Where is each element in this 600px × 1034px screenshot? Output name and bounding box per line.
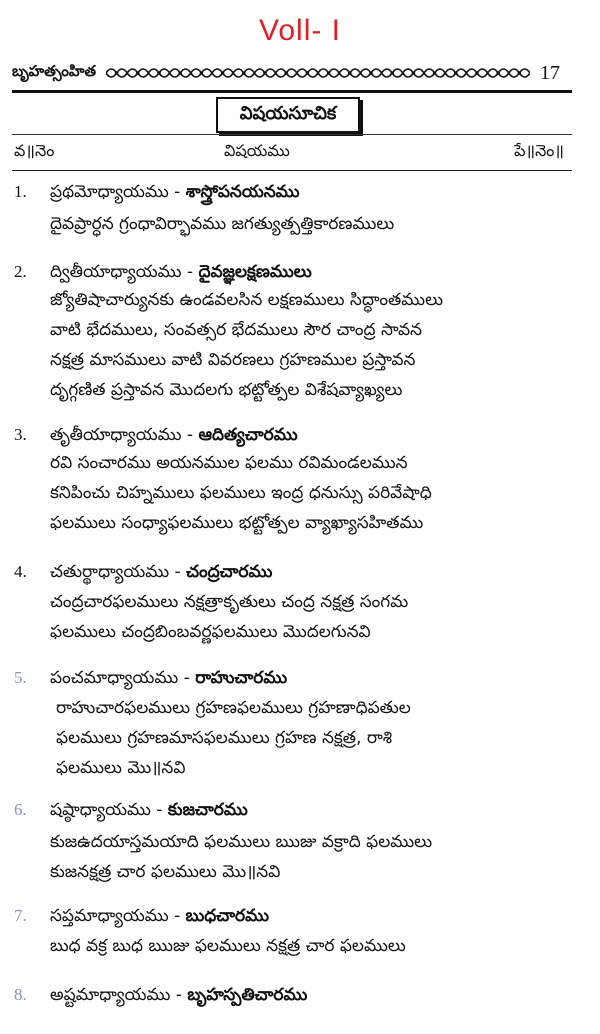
entry-heading <box>50 668 287 692</box>
entry-number: 2. <box>14 262 27 281</box>
chapter-title: ఆదిత్యచారము <box>198 425 298 445</box>
column-header-subject: విషయము <box>224 141 290 160</box>
entry-number: 7. <box>14 906 27 925</box>
entry-heading <box>50 425 298 449</box>
chapter-title: దైవజ్ఞలక్షణములు <box>198 262 312 282</box>
chapter-title: బృహస్పతిచారము <box>187 985 308 1005</box>
section-title: విషయసూచిక <box>216 97 360 133</box>
heading-dash: - <box>181 425 199 445</box>
heading-dash: - <box>150 800 168 820</box>
adhyaya-name: చతుర్థాధ్యాయము <box>50 562 170 582</box>
column-headers <box>14 141 570 165</box>
entry-description-line: చంద్రచారఫలములు నక్షత్రాకృతులు చంద్ర నక్షత్ర సంగమ <box>50 592 409 612</box>
entry-description-line: కనిపించు చిహ్నములు ఫలములు ఇంద్ర ధనుస్సు పరివేషాధి <box>50 483 432 503</box>
chapter-title: కుజచారము <box>167 800 248 820</box>
entry-description-line: ఫలములు చంద్రబింబవర్ణఫలములు మొదలగునవి <box>50 622 371 642</box>
adhyaya-name: తృతీయాధ్యాయము <box>50 425 182 445</box>
entry-description-line: కుజఉదయాస్తమయాది ఫలములు ఋజు వక్రాది ఫలములు <box>50 832 433 852</box>
decorative-border-ornament <box>106 64 530 82</box>
heading-dash: - <box>178 668 196 688</box>
chapter-title: చంద్రచారము <box>186 562 273 582</box>
running-header <box>12 60 560 86</box>
entry-number: 6. <box>14 800 27 819</box>
adhyaya-name: ద్వితీయాధ్యాయము <box>50 262 182 282</box>
header-rule <box>12 90 572 93</box>
entry-description-line: దైవప్రార్ధన గ్రంధావిర్భావము జగత్యుత్పత్తికారణములు <box>50 214 395 234</box>
book-title: బృహత్సంహిత <box>12 62 97 80</box>
entry-description-line: రవి సంచారము అయనముల ఫలము రవిమండలమున <box>50 453 408 473</box>
column-header-number: వ॥నెం <box>14 141 55 160</box>
entry-heading <box>50 906 269 930</box>
adhyaya-name: ప్రథమోధ్యాయము <box>50 182 169 202</box>
heading-dash: - <box>168 906 186 926</box>
column-header-page: పే॥నెం॥ <box>514 141 564 160</box>
entry-description-line: బుధ వక్ర బుధ ఋజు ఫలములు నక్షత్ర చార ఫలములు <box>50 936 406 956</box>
entry-number: 5. <box>14 668 27 687</box>
entry-number: 4. <box>14 562 27 581</box>
heading-dash: - <box>181 262 199 282</box>
chapter-title: రాహుచారము <box>195 668 288 688</box>
entry-description-line: ఫలములు గ్రహణమాసఫలములు గ్రహణ నక్షత్ర, రాశి <box>56 728 393 748</box>
entry-description-line: రాహుచారఫలములు గ్రహణఫలములు గ్రహణాధిపతుల <box>56 698 411 718</box>
entry-description-line: దృగ్గణిత ప్రస్తావన మొదలగు భట్టోత్పల విశేషవ్యాఖ్యలు <box>50 380 403 400</box>
entry-heading <box>50 800 248 824</box>
entry-number: 3. <box>14 425 27 444</box>
entry-description-line: కుజనక్షత్ర చార ఫలములు మొ॥నవి <box>50 862 281 882</box>
entry-heading <box>50 182 300 206</box>
heading-dash: - <box>169 562 187 582</box>
entry-number: 8. <box>14 985 27 1004</box>
page-number: 17 <box>540 61 560 84</box>
volume-label: Voll- I <box>258 14 342 47</box>
entry-heading <box>50 262 312 286</box>
entry-heading <box>50 985 307 1009</box>
entry-description-line: ఫలములు మొ॥నవి <box>56 758 186 778</box>
chapter-title: శాస్త్రోపనయనము <box>185 182 300 202</box>
adhyaya-name: అష్టమాధ్యాయము <box>50 985 171 1005</box>
entry-description-line: ఫలములు సంధ్యాఫలములు భట్టోత్పల వ్యాఖ్యాసహితము <box>50 513 424 533</box>
heading-dash: - <box>168 182 186 202</box>
adhyaya-name: పంచమాధ్యాయము <box>50 668 179 688</box>
adhyaya-name: సప్తమాధ్యాయము <box>50 906 169 926</box>
entry-description-line: వాటి భేదములు, సంవత్సర భేదములు సౌర చాంద్ర సావన <box>50 320 422 340</box>
entry-number: 1. <box>14 182 27 201</box>
column-header-rule <box>12 170 572 171</box>
entry-description-line: నక్షత్ర మాసములు వాటి వివరణలు గ్రహణముల ప్రస్తావన <box>50 350 416 370</box>
entry-description-line: జ్యోతిషాచార్యునకు ఉండవలసిన లక్షణములు సిద్ధాంతములు <box>50 290 443 310</box>
entry-heading <box>50 562 272 586</box>
chapter-title: బుధచారము <box>185 906 269 926</box>
adhyaya-name: షష్ఠాధ్యాయము <box>50 800 151 820</box>
title-rule <box>12 134 572 135</box>
heading-dash: - <box>170 985 188 1005</box>
